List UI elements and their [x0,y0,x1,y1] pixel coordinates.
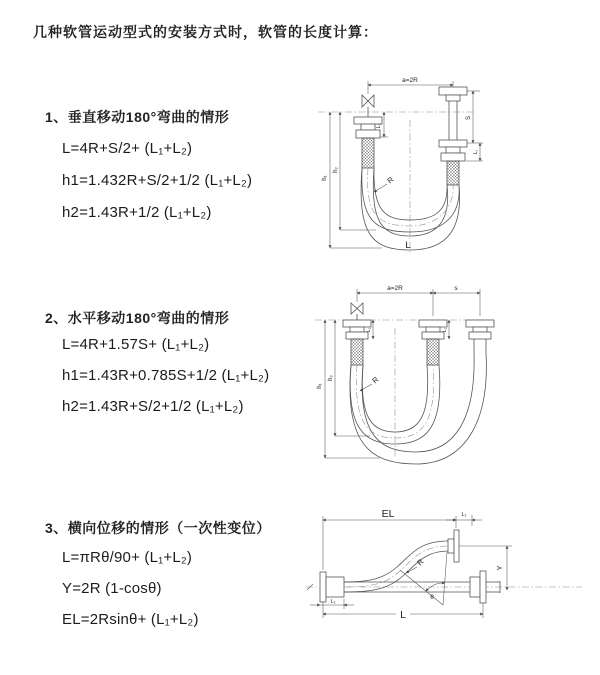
d3-l1-top-label: L₁ [461,512,467,518]
section3-formula-L: L=πRθ/90+ (L₁+L₂) [62,549,193,566]
d2-h2-label: h₂ [328,375,334,381]
d2-l1-mid-label: L₁ [442,327,448,333]
diagram-lateral-displacement [300,500,600,670]
d3-l-label: L [400,609,406,621]
section1-heading: 1、垂直移动180°弯曲的情形 [45,109,230,125]
d3-left-flange [320,572,344,602]
diagram-horizontal-180 [310,278,600,470]
d1-r-label: R [385,174,396,186]
d3-theta-label: θ [430,594,434,601]
section2-formula-h2: h2=1.43R+S/2+1/2 (L₁+L₂) [62,398,244,415]
section2-heading: 2、水平移动180°弯曲的情形 [45,310,230,326]
d2-h1-label: h₁ [317,383,323,389]
diagram-vertical-180 [310,70,600,265]
d1-s-label: S [466,115,472,121]
d1-h1-label: h₁ [322,175,328,181]
d3-el-dimension [323,508,456,570]
d3-angle-construction [400,552,447,605]
d2-right-flange [466,320,494,353]
d2-radius-callout [360,375,381,391]
d2-a2r-label: a=2R [387,285,403,292]
d1-l1-right-dimension [466,143,483,161]
section3-formula-Y: Y=2R (1-cosθ) [62,580,162,597]
d1-l-label: L [405,240,411,251]
d1-right-pipe [439,87,467,185]
d3-el-label: EL [381,508,395,520]
d2-h-dimensions [317,320,380,458]
d3-y-label: Y [495,565,504,571]
section3-formula-EL: EL=2Rsinθ+ (L₁+L₂) [62,611,199,628]
page-title: 几种软管运动型式的安装方式时，软管的长度计算： [33,24,378,40]
d2-centerlines [315,320,492,458]
d3-l1-top-dimension [446,512,482,526]
d2-top-dimensions [357,285,480,316]
d1-h2-label: h₂ [333,167,339,173]
d3-upper-right-flange [448,530,459,562]
d1-radius-callout [374,175,396,192]
d1-s-dimension [466,91,483,143]
section2-formula-L: L=4R+1.57S+ (L₁+L₂) [62,336,210,353]
d2-r-label: R [370,374,381,386]
section1-formula-h1: h1=1.432R+S/2+1/2 (L₁+L₂) [62,172,253,189]
d3-l1-bottom-dimension [310,599,354,609]
d3-s-curve-hose [344,541,448,592]
section1-formula-h2: h2=1.43R+1/2 (L₁+L₂) [62,204,212,221]
d2-left-flange [343,320,371,365]
d2-s-label: s [454,285,458,292]
section3-heading: 3、横向位移的情形（一次性变位） [45,520,271,536]
d1-hose-curves [361,168,460,250]
d1-l1-right-label: L₁ [473,149,479,155]
d3-r-label: R [415,557,426,568]
d2-hose-curves [350,353,486,464]
section1-formula-L: L=4R+S/2+ (L₁+L₂) [62,140,193,157]
section2-formula-h1: h1=1.43R+0.785S+1/2 (L₁+L₂) [62,367,270,384]
d1-l1-left-label: L₁ [376,123,382,129]
d1-valve-icon [362,95,374,117]
d3-l1-bottom-label: L₁ [330,599,336,605]
d2-l1-left-label: L₁ [366,327,372,333]
d1-a2r-label: a=2R [402,77,418,84]
d2-middle-flange [419,320,447,365]
d2-valve-icon [351,303,363,320]
